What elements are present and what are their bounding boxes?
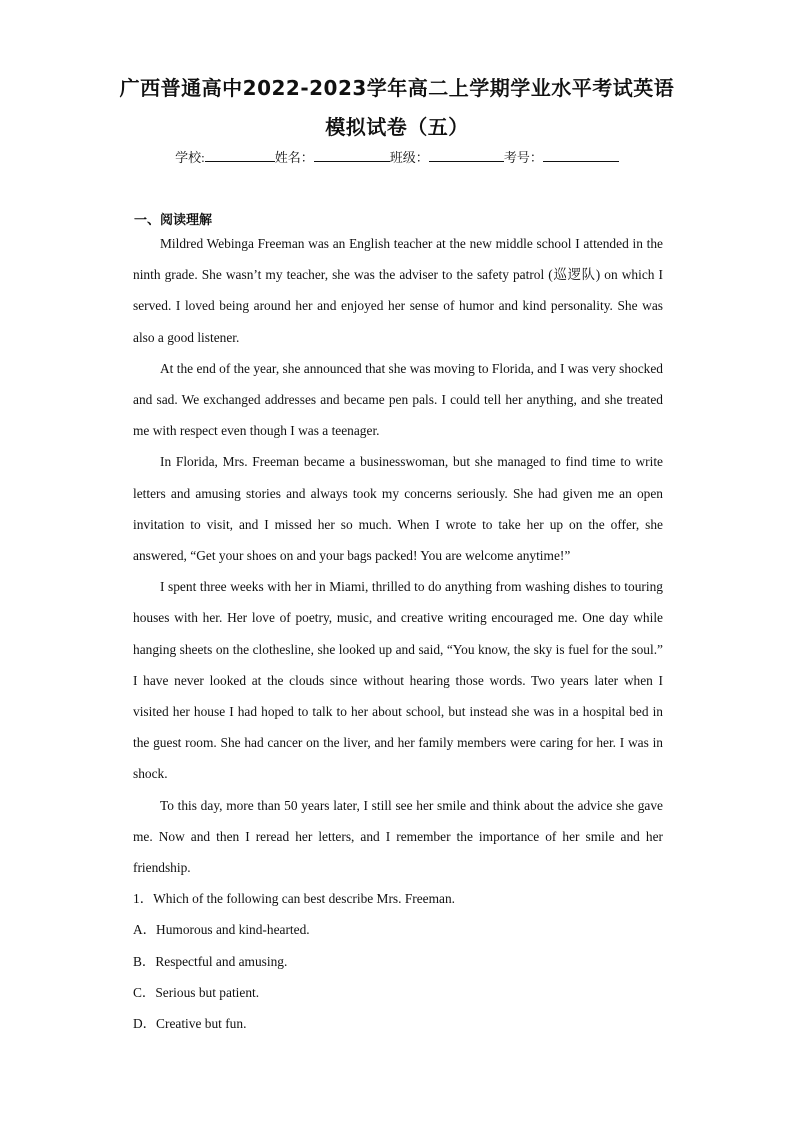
passage-paragraph: I spent three weeks with her in Miami, thrilled to do anything from washing dishes to touring houses with her. Her love of poetry, music, and creative writing encouraged me. One day while hanging sheets on the clothesline, she looked up and said, “You know, the sky is fuel for the soul.” I have never looked at the clouds since without hearing those words. Two years later when I visited her house I had hoped to talk to her about school, but instead she was in a hospital bed in the guest room. She had cancer on the liver, and her family members were caring for her. I was in shock. — [133, 579, 663, 782]
exam-title-line-1: 广西普通高中2022-2023学年高二上学期学业水平考试英语 — [119, 76, 675, 100]
passage-paragraph: At the end of the year, she announced that she was moving to Florida, and I was very shocked and sad. We exchanged addresses and became pen pals. I could tell her anything, and she treated me with respect even though I was a teenager. — [133, 360, 663, 439]
exam-number-label: 考号： — [503, 150, 543, 165]
reading-passage — [133, 228, 663, 1039]
class-label: 班级： — [389, 150, 429, 165]
option-c[interactable]: C．Serious but patient. — [133, 984, 260, 1000]
option-b[interactable]: B．Respectful and amusing. — [133, 953, 288, 969]
option-d[interactable]: D．Creative but fun. — [133, 1016, 247, 1032]
name-label: 姓名： — [274, 150, 314, 165]
passage-paragraph: In Florida, Mrs. Freeman became a businesswoman, but she managed to find time to write letters and amusing stories and always took my concerns seriously. She had given me an open invitation to visit, and I missed her so much. When I wrote to take her up on the offer, she answered, “Get your shoes on and your bags packed! You are welcome anytime!” — [133, 454, 663, 564]
name-blank[interactable] — [314, 149, 390, 162]
school-blank[interactable] — [205, 149, 275, 162]
option-a[interactable]: A．Humorous and kind-hearted. — [133, 922, 310, 938]
school-label: 学校: — [175, 150, 205, 165]
student-info-fields — [0, 147, 794, 166]
passage-paragraph: To this day, more than 50 years later, I still see her smile and think about the advice she gave me. Now and then I reread her letters, and I remember the importance of her smile and her friendship. — [133, 797, 663, 876]
class-blank[interactable] — [429, 149, 504, 162]
question-stem: 1．Which of the following can best describe Mrs. Freeman. — [133, 891, 456, 907]
exam-title-line-2: 模拟试卷（五） — [325, 115, 469, 139]
section-heading: 一、阅读理解 — [134, 213, 213, 228]
passage-paragraph: Mildred Webinga Freeman was an English teacher at the new middle school I attended in the ninth grade. She wasn’t my teacher, she was the adviser to the safety patrol (巡逻队) on which I served. I loved being around her and enjoyed her sense of humor and kind personality. She was also a good listener. — [133, 236, 663, 345]
exam-number-blank[interactable] — [543, 149, 619, 162]
